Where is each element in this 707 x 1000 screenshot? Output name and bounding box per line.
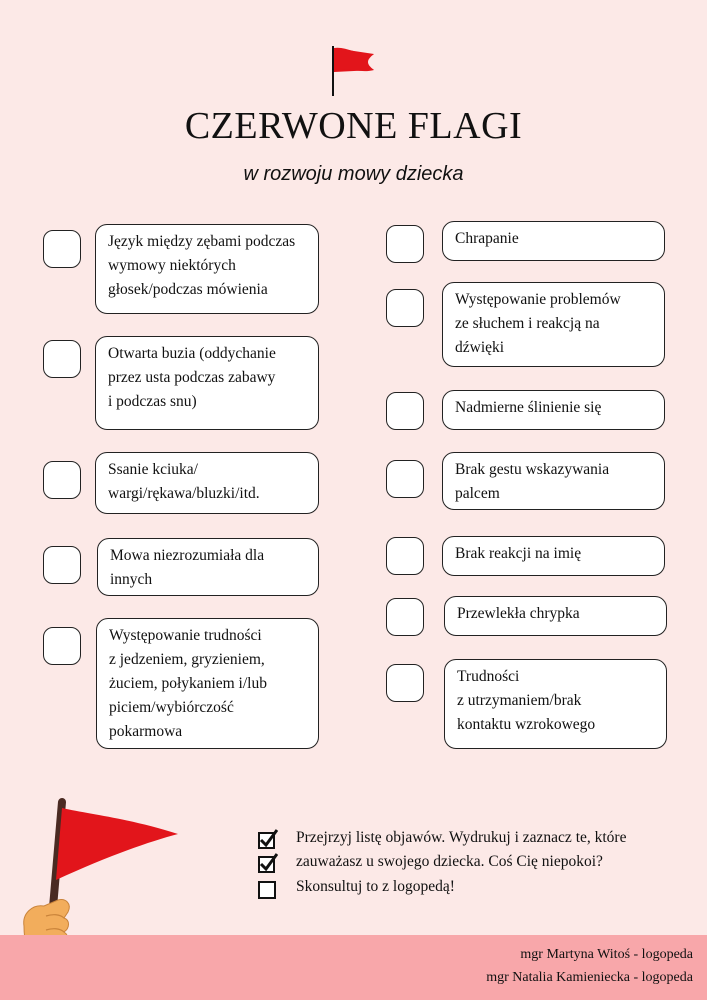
page-subtitle: w rozwoju mowy dziecka xyxy=(243,163,464,185)
author-1: mgr Martyna Witoś - logopeda xyxy=(520,947,693,962)
checked-box-icon xyxy=(258,829,278,849)
checkbox-right-6[interactable] xyxy=(386,598,424,636)
checkbox-left-2[interactable] xyxy=(43,340,81,378)
symptom-card-right-1: Chrapanie xyxy=(442,221,665,261)
checkbox-right-2[interactable] xyxy=(386,289,424,327)
instruction-line-1: Przejrzyj listę objawów. Wydrukuj i zaznacz te, które xyxy=(296,829,627,846)
symptom-card-left-3: Ssanie kciuka/ wargi/rękawa/bluzki/itd. xyxy=(95,452,319,514)
symptom-card-right-7: Trudności z utrzymaniem/brak kontaktu wzrokowego xyxy=(444,659,667,749)
symptom-card-right-5: Brak reakcji na imię xyxy=(442,536,665,576)
symptom-card-right-4: Brak gestu wskazywania palcem xyxy=(442,452,665,510)
checkbox-right-3[interactable] xyxy=(386,392,424,430)
checkbox-left-1[interactable] xyxy=(43,230,81,268)
checkbox-right-4[interactable] xyxy=(386,460,424,498)
footer-band xyxy=(0,935,707,1000)
page-title: CZERWONE FLAGI xyxy=(184,105,523,147)
symptom-card-right-3: Nadmierne ślinienie się xyxy=(442,390,665,430)
red-flag-icon xyxy=(326,44,378,98)
symptom-card-left-5: Występowanie trudności z jedzeniem, gryzieniem, żuciem, połykaniem i/lub piciem/wybiórczość pokarmowa xyxy=(96,618,319,749)
checked-box-icon xyxy=(258,853,278,873)
instruction-line-2: zauważasz u swojego dziecka. Coś Cię niepokoi? xyxy=(296,853,603,870)
symptom-card-right-2: Występowanie problemów ze słuchem i reakcją na dźwięki xyxy=(442,282,665,367)
empty-box-icon xyxy=(258,879,278,899)
author-2: mgr Natalia Kamieniecka - logopeda xyxy=(486,970,693,985)
checkbox-right-1[interactable] xyxy=(386,225,424,263)
symptom-card-left-2: Otwarta buzia (oddychanie przez usta podczas zabawy i podczas snu) xyxy=(95,336,319,430)
checkbox-right-5[interactable] xyxy=(386,537,424,575)
symptom-card-right-6: Przewlekła chrypka xyxy=(444,596,667,636)
symptom-card-left-1: Język między zębami podczas wymowy niektórych głosek/podczas mówienia xyxy=(95,224,319,314)
checkbox-left-5[interactable] xyxy=(43,627,81,665)
checkbox-right-7[interactable] xyxy=(386,664,424,702)
checkbox-left-3[interactable] xyxy=(43,461,81,499)
checkbox-left-4[interactable] xyxy=(43,546,81,584)
instruction-line-3: Skonsultuj to z logopedą! xyxy=(296,878,455,895)
symptom-card-left-4: Mowa niezrozumiała dla innych xyxy=(97,538,319,596)
